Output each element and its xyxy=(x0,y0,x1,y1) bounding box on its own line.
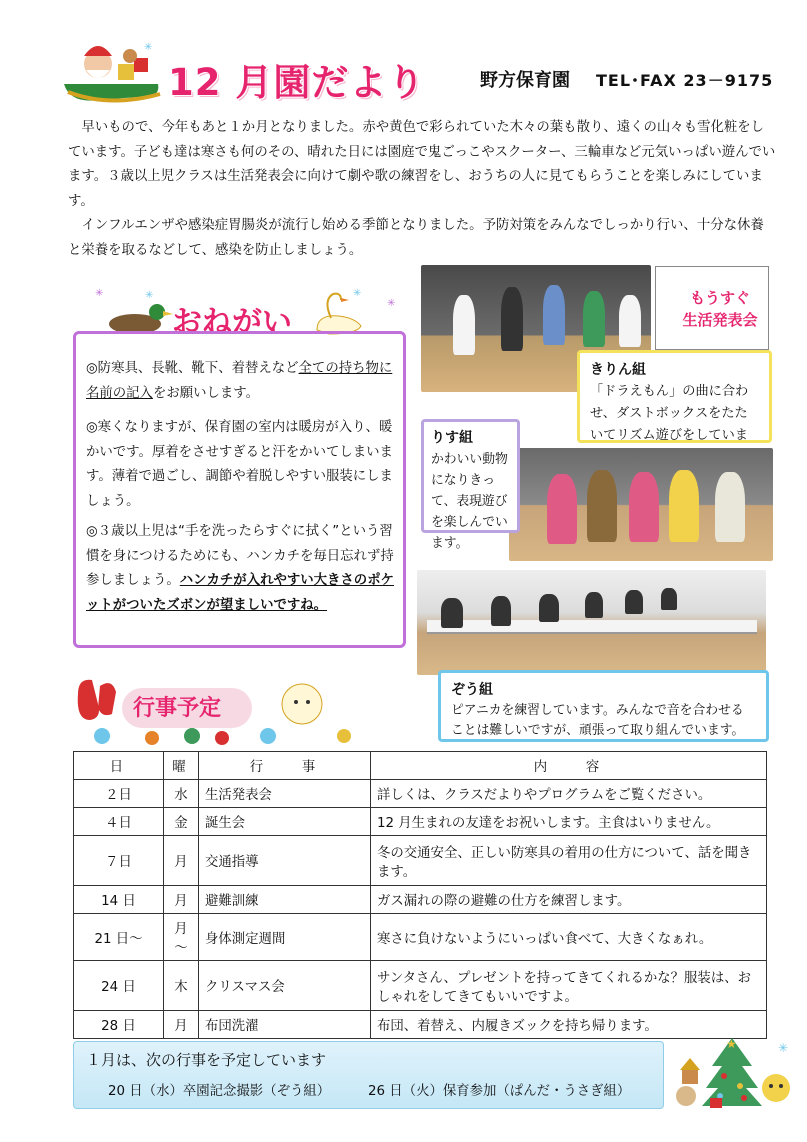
risu-caption xyxy=(421,419,520,551)
santa-sleigh-illustration xyxy=(60,34,164,108)
note-bold-text: ハンカチが入れやすい大きさのポケットがついたズボンが望ましいですね。 xyxy=(86,573,394,613)
cell-dow: 木 xyxy=(164,961,199,1011)
table-row xyxy=(74,961,767,1011)
gyoji-header-decoration xyxy=(72,674,372,748)
table-row xyxy=(74,886,767,914)
cell-event: 身体測定週間 xyxy=(199,914,371,961)
soon-line: 生活発表会 xyxy=(682,311,758,329)
risu-photo xyxy=(509,448,773,561)
cell-content: サンタさん、プレゼントを持ってきてくれるかな？服装は、おしゃれをしてきてもいいですよ。 xyxy=(371,961,767,1011)
note-text: ◎３歳以上児は“手を洗ったらすぐに拭く”という習慣を身につけるためにも、ハンカチを毎日忘れず持参しましょう。 xyxy=(86,524,394,588)
nursery-name: 野方保育園 xyxy=(480,70,570,91)
cell-day: ４日 xyxy=(74,808,164,836)
col-header-day: 日 xyxy=(74,752,164,780)
zou-title: ぞう組 xyxy=(451,682,493,698)
cell-dow: 月～ xyxy=(164,914,199,961)
soon-text xyxy=(670,287,770,331)
table-row xyxy=(74,836,767,886)
christmas-tree-illustration xyxy=(668,1036,796,1112)
risu-title: りす組 xyxy=(431,430,473,446)
cell-event: 布団洗濯 xyxy=(199,1011,371,1039)
svg-text:✳: ✳ xyxy=(145,290,154,301)
kirin-title: きりん組 xyxy=(590,362,646,378)
svg-text:✳: ✳ xyxy=(387,298,396,309)
cell-dow: 水 xyxy=(164,780,199,808)
cell-content: ガス漏れの際の避難の仕方を練習します。 xyxy=(371,886,767,914)
note-text: をお願いします。 xyxy=(152,385,260,401)
cell-dow: 月 xyxy=(164,886,199,914)
phone-fax: TEL･FAX 23－9175 xyxy=(596,71,774,90)
zou-text: ピアニカを練習しています。みんなで音を合わせることは難しいですが、頑張って取り組んでいます。 xyxy=(451,703,745,738)
intro-paragraph: 早いもので、今年もあと１か月となりました。赤や黄色で彩られていた木々の葉も散り、遠くの山々も雪化粧をしています。子ども達は寒さも何のその、晴れた日には園庭で鬼ごっこやスクーター、三輪車など元気いっぱい遊んでいます。３歳以上児クラスは生活発表会に向けて劇や歌の練習をし、おうちの人に見てもらうことを楽しみにしています。 xyxy=(68,120,776,209)
zou-caption xyxy=(438,670,769,742)
note-text: ◎防寒具、長靴、靴下、着替えなど xyxy=(86,361,299,376)
cell-day: 14 日 xyxy=(74,886,164,914)
risu-text: かわいい動物になりきって、表現遊びを楽しんでいます。 xyxy=(431,452,508,551)
col-header-dow: 曜 xyxy=(164,752,199,780)
cell-day: 24 日 xyxy=(74,961,164,1011)
svg-text:★: ★ xyxy=(726,1037,737,1051)
january-event: 26 日（火）保育参加（ぱんだ・うさぎ組） xyxy=(368,1084,631,1099)
cell-content: 12 月生まれの友達をお祝いします。主食はいりません。 xyxy=(371,808,767,836)
table-row xyxy=(74,780,767,808)
onegai-title: おねがい xyxy=(172,305,292,340)
onegai-note-1 xyxy=(86,357,398,406)
cell-dow: 金 xyxy=(164,808,199,836)
schedule-table xyxy=(73,751,767,1039)
table-row xyxy=(74,808,767,836)
cell-event: クリスマス会 xyxy=(199,961,371,1011)
col-header-content: 内 容 xyxy=(371,752,767,780)
svg-text:✳: ✳ xyxy=(95,288,104,299)
cell-event: 誕生会 xyxy=(199,808,371,836)
cell-day: 21 日～ xyxy=(74,914,164,961)
intro-paragraph: インフルエンザや感染症胃腸炎が流行し始める季節となりました。予防対策をみんなでしっかり行い、十分な休養と栄養を取るなどして、感染を防止しましょう。 xyxy=(68,218,764,258)
zou-photo xyxy=(417,570,766,675)
onegai-note-3 xyxy=(86,520,398,618)
cell-event: 避難訓練 xyxy=(199,886,371,914)
cell-dow: 月 xyxy=(164,836,199,886)
kirin-text: 「ドラえもん」の曲に合わせ、ダストボックスをたたいてリズム遊びをしていま xyxy=(590,384,749,443)
schedule-title: 行事予定 xyxy=(133,696,222,721)
page-title: 12 月園だより xyxy=(168,61,426,104)
onegai-note-2: ◎寒くなりますが、保育園の室内は暖房が入り、暖かいです。厚着をさせすぎると汗をかいてしまいます。薄着で過ごし、調節や着脱しやすい服装にしましょう。 xyxy=(86,420,393,509)
table-row xyxy=(74,914,767,961)
cell-day: ２日 xyxy=(74,780,164,808)
note-underlined-text: 全ての持ち物に名前の記入 xyxy=(86,361,393,401)
cell-content: 布団、着替え、内履きズックを持ち帰ります。 xyxy=(371,1011,767,1039)
kirin-caption xyxy=(577,350,772,443)
svg-text:✳: ✳ xyxy=(353,288,362,299)
col-header-event: 行 事 xyxy=(199,752,371,780)
cell-day: 28 日 xyxy=(74,1011,164,1039)
january-title: １月は、次の行事を予定しています xyxy=(86,1051,327,1069)
cell-content: 寒さに負けないようにいっぱい食べて、大きくなぁれ。 xyxy=(371,914,767,961)
cell-day: ７日 xyxy=(74,836,164,886)
table-header-row xyxy=(74,752,767,780)
cell-dow: 月 xyxy=(164,1011,199,1039)
soon-line: もうすぐ xyxy=(689,289,750,307)
cell-event: 生活発表会 xyxy=(199,780,371,808)
january-event: 20 日（水）卒園記念撮影（ぞう組） xyxy=(108,1084,331,1099)
cell-content: 詳しくは、クラスだよりやプログラムをご覧ください。 xyxy=(371,780,767,808)
svg-text:✳: ✳ xyxy=(144,42,153,53)
svg-text:✳: ✳ xyxy=(778,1041,789,1055)
cell-event: 交通指導 xyxy=(199,836,371,886)
intro-text xyxy=(68,116,776,263)
cell-content: 冬の交通安全、正しい防寒具の着用の仕方について、話を聞きます。 xyxy=(371,836,767,886)
table-row xyxy=(74,1011,767,1039)
